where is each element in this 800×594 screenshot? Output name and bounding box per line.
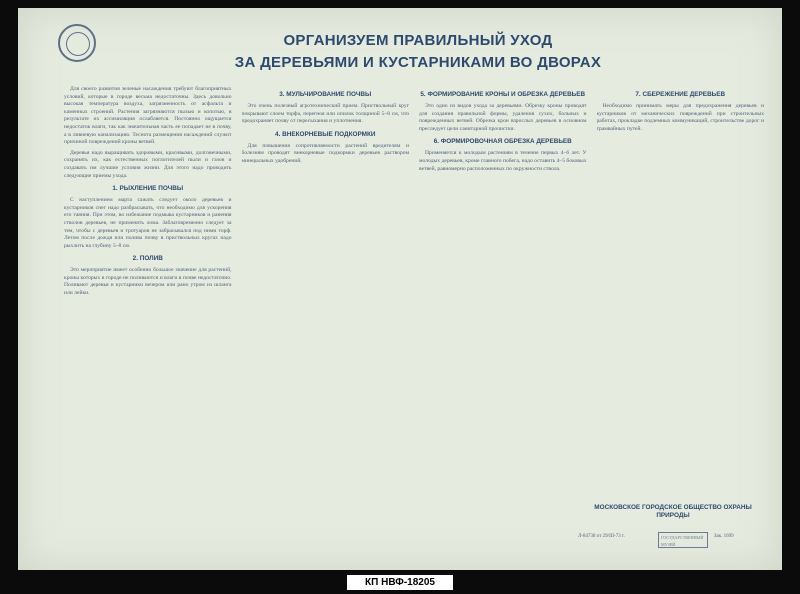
archive-label: КП НВФ-18205 xyxy=(347,575,453,590)
museum-stamp: ГОСУДАРСТВЕННЫЙ МУЗЕЙ xyxy=(658,532,708,548)
intro-paragraph: Для своего развития зеленые насаждения требуют благоприятных условий, которые в городе весьма недостаточны. Здесь довольно высокая температура воздуха, загрязненность от асфальта и каменных строений. Растения загрязняются пылью и копотью, в результате их ассимиляция ослабляется. Постоянно ощущается недостаток влаги, так как значительная часть ее попадает не в почву, а в ливневую канализацию. Теснота размещения насаждений служит причиной повреждений кроны ветвей. xyxy=(64,86,232,146)
section-text: Для повышения сопротивляемости растений вредителям и болезням проводят внекорневые подкормки деревьев раствором минеральных удобрений. xyxy=(241,142,409,164)
text-columns xyxy=(64,86,764,506)
section-text: Это мероприятие имеет особенно большое значение для растений, кроны которых в городе не поливаются и влаги в почве недостаточно. Поливают деревья и кустарники вечером или рано утром из шланга или лейки. xyxy=(64,267,232,297)
column-3 xyxy=(419,86,587,506)
title-line-1: ОРГАНИЗУЕМ ПРАВИЛЬНЫЙ УХОД xyxy=(283,32,553,49)
society-emblem-icon xyxy=(58,24,96,62)
section-text: Это одно из видов ухода за деревьями. Обрезку кроны проводят для создания правильной формы, удаления сухих, больных и поврежденных ветвей. Обрезка крон взрослых деревьев в основном преследует цели санитарной прочистки. xyxy=(419,103,587,132)
section-heading: 6. ФОРМИРОВОЧНАЯ ОБРЕЗКА ДЕРЕВЬЕВ xyxy=(433,138,572,146)
section-heading: 1. РЫХЛЕНИЕ ПОЧВЫ xyxy=(112,185,184,193)
title-line-2: ЗА ДЕРЕВЬЯМИ И КУСТАРНИКАМИ ВО ДВОРАХ xyxy=(234,54,602,71)
section-heading: 3. МУЛЬЧИРОВАНИЕ ПОЧВЫ xyxy=(279,91,372,98)
publisher-name: МОСКОВСКОЕ ГОРОДСКОЕ ОБЩЕСТВО ОХРАНЫ ПРИРОДЫ xyxy=(594,504,752,519)
section-text: Это очень полезный агротехнический прием. Приствольный круг покрывают слоем торфа, перегноя или опилок толщиной 5–8 см, что предохраняет почву от пересыхания и уплотнения. xyxy=(241,103,409,125)
section-heading: 2. ПОЛИВ xyxy=(132,255,163,263)
column-4 xyxy=(597,86,765,506)
section-heading: 7. СБЕРЕЖЕНИЕ ДЕРЕВЬЕВ xyxy=(635,91,726,98)
section-text: Применяется к молодым растениям в течение первых 4–6 лет. У молодых деревьев, кроме главного побега, надо оставить 4–5 боковых ветвей, равномерно расположенных по окружности ствола. xyxy=(419,150,587,172)
poster-title xyxy=(138,30,698,74)
column-1 xyxy=(64,86,232,506)
section-heading: 4. ВНЕКОРНЕВЫЕ ПОДКОРМКИ xyxy=(275,130,376,138)
column-2 xyxy=(242,86,410,506)
order-note: Зак. 1699 xyxy=(714,534,734,539)
print-note: Л-84738 от 29/III-73 г. xyxy=(578,534,625,539)
intro-paragraph: Деревья надо выращивать здоровыми, красивыми, долговечными, сохранять их, как естественных поглотителей пыли и газов и создавать им лучшие условия жизни. Для этого надо проводить следующие приемы ухода. xyxy=(64,149,232,179)
section-text: Необходимо принимать меры для предохранения деревьев и кустарников от механических повреждений при строительных работах, прокладке подземных коммуникаций, строительстве дорог и трамвайных путей. xyxy=(596,103,764,132)
section-heading: 5. ФОРМИРОВАНИЕ КРОНЫ И ОБРЕЗКА ДЕРЕВЬЕВ xyxy=(420,91,586,98)
section-text: С наступлением марта сажать следует около деревьев и кустарников снег надо разбрасывать, что необходимо для ускорения его таяния. При этом, во избежание подмыва кустарников и ранения стволов деревьев, не применять лома. Заблаговременно следует за тем, чтобы с деревьев и тротуаров не забрасывался под ними торф. Летом после дождя или полива почву в приствольных кругах надо рыхлить на глубину 5–8 см. xyxy=(64,197,232,249)
poster-sheet xyxy=(18,8,782,570)
